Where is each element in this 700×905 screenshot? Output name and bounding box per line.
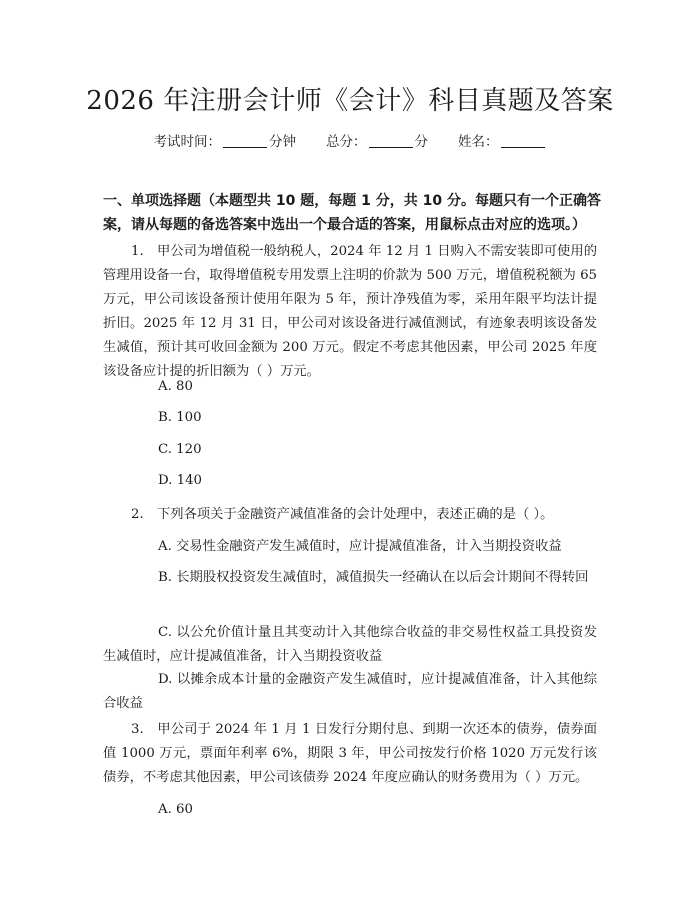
question-1-option-d[interactable]: D. 140 <box>158 473 203 488</box>
page-title: 2026 年注册会计师《会计》科目真题及答案 <box>86 86 614 116</box>
question-2-option-b[interactable]: B. 长期股权投资发生减值时，减值损失一经确认在以后会计期间不得转回 <box>158 570 589 585</box>
exam-time-blank[interactable] <box>223 134 267 148</box>
question-2-option-d[interactable]: D. 以摊余成本计量的金融资产发生减值时，应计提减值准备，计入其他综合收益 <box>103 672 597 711</box>
question-1-option-c[interactable]: C. 120 <box>158 442 202 457</box>
score-label: 总分： <box>326 134 367 150</box>
question-1-option-b[interactable]: B. 100 <box>158 410 202 425</box>
question-2-option-c[interactable]: C. 以公允价值计量且其变动计入其他综合收益的非交易性权益工具投资发生减值时，应计提减值准备，计入当期投资收益 <box>103 625 597 664</box>
exam-time-label: 考试时间： <box>153 134 221 150</box>
section-heading: 一、单项选择题（本题型共 10 题，每题 1 分，共 10 分。每题只有一个正确答案，请从每题的备选答案中选出一个最合适的答案，用鼠标点击对应的选项。） <box>103 193 601 233</box>
question-3-text: 3. 甲公司于 2024 年 1 月 1 日发行分期付息、到期一次还本的债券，债券面值 1000 万元，票面年利率 6%，期限 3 年，甲公司按发行价格 1020 万元发行该债券，不考虑其他因素，甲公司该债券 2024 年度应确认的财务费用为（ ）万元。 <box>103 722 597 785</box>
name-blank[interactable] <box>501 134 545 148</box>
exam-time-unit: 分钟 <box>269 134 296 150</box>
question-3-option-a[interactable]: A. 60 <box>158 802 193 817</box>
score-unit: 分 <box>414 134 428 150</box>
name-label: 姓名： <box>458 134 499 150</box>
question-1-option-a[interactable]: A. 80 <box>158 379 193 394</box>
question-2-option-a[interactable]: A. 交易性金融资产发生减值时，应计提减值准备，计入当期投资收益 <box>158 539 562 554</box>
question-1-text: 1. 甲公司为增值税一般纳税人，2024 年 12 月 1 日购入不需安装即可使用的管理用设备一台，取得增值税专用发票上注明的价款为 500 万元，增值税税额为 65 万元，甲公司该设备预计使用年限为 5 年，预计净残值为零，采用年限平均法计提折旧。2025 年 12 月 31 日，甲公司对该设备进行减值测试，有迹象表明该设备发生减值，预计其可收回金额为 200 万元。假定不考虑其他因素，甲公司 2025 年度该设备应计提的折旧额为（ ）万元。 <box>103 244 597 379</box>
question-2-text: 2. 下列各项关于金融资产减值准备的会计处理中，表述正确的是（ ）。 <box>131 507 554 522</box>
exam-meta-line <box>0 130 700 150</box>
score-blank[interactable] <box>369 134 413 148</box>
